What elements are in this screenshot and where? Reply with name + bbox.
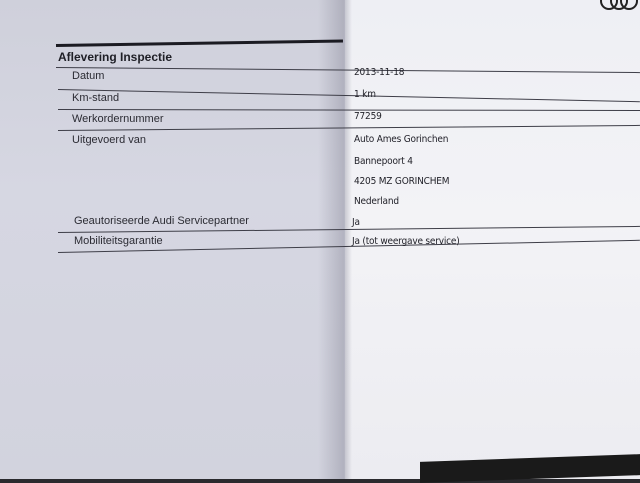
value-km-stand: 1 km [354,89,376,100]
label-km-stand: Km-stand [72,92,120,104]
value-address-line-3: 4205 MZ GORINCHEM [354,176,450,187]
header-rule [56,39,343,47]
value-datum: 2013-11-18 [354,67,405,78]
value-werkordernummer: 77259 [354,111,382,122]
value-address-line-1: Auto Ames Gorinchen [354,134,449,145]
label-servicepartner: Geautoriseerde Audi Servicepartner [74,215,249,227]
label-werkordernummer: Werkordernummer [72,113,164,125]
label-uitgevoerd-van: Uitgevoerd van [72,134,146,146]
value-address-line-2: Bannepoort 4 [354,156,413,167]
value-mobiliteitsgarantie: Ja (tot weergave service) [352,236,460,247]
value-servicepartner: Ja [352,217,360,228]
paper-fold [318,0,352,479]
label-datum: Datum [72,70,105,82]
section-title: Aflevering Inspectie [58,50,173,64]
label-mobiliteitsgarantie: Mobiliteitsgarantie [74,235,163,247]
value-address-line-4: Nederland [354,196,399,207]
audi-rings-logo [600,0,640,8]
